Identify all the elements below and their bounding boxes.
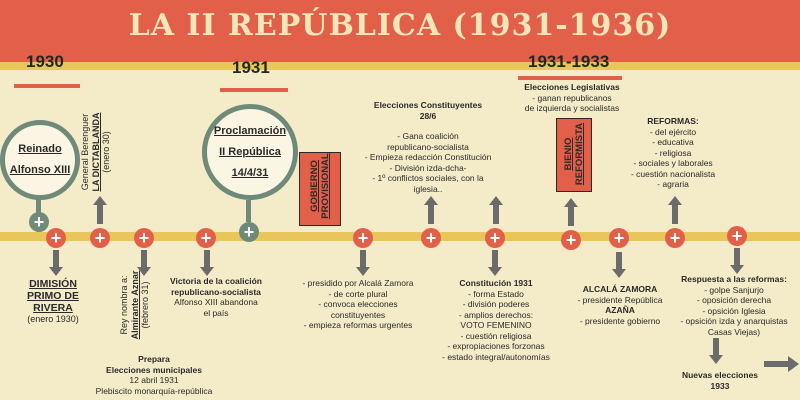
reformas-item: - del ejército [649, 126, 697, 137]
gobierno-label [309, 148, 331, 224]
respuesta-item: - oposición derecha [696, 295, 772, 305]
legislativas-item: - ganan republicanos [532, 92, 612, 103]
alcala-line4: - presidente gobierno [579, 315, 661, 326]
aznar-line2: Almirante Aznar [129, 270, 140, 340]
dimision-line2: PRIMO DE [27, 290, 79, 302]
nuevas-line2: 1933 [710, 380, 730, 391]
page-title: LA II REPÚBLICA (1931-1936) [128, 8, 672, 43]
presidido-line: - convoca elecciones [318, 299, 398, 309]
proclamacion-circle [202, 104, 298, 200]
nuevas-line1: Nuevas elecciones [681, 370, 759, 380]
reformas-title: REFORMAS: [647, 116, 699, 126]
aznar-label [119, 255, 157, 355]
legislativas-block [510, 82, 634, 114]
respuesta-item: Casas Viejas) [707, 326, 761, 337]
constituyentes-title: Elecciones Constituyentes [373, 100, 483, 110]
respuesta-item: - opsición izda y anarquistas [680, 316, 788, 326]
constituyentes-item: - Empieza redacción Constitución [364, 152, 492, 162]
plus-red-icon[interactable]: + [665, 228, 685, 248]
constituyentes-item: iglesia.. [413, 183, 443, 194]
year-1930: 1930 [26, 52, 64, 71]
constitucion-block [430, 278, 562, 362]
bienio-label [563, 116, 585, 192]
year-1931-1933: 1931-1933 [528, 52, 610, 71]
respuesta-item: - opsición Iglesia [702, 305, 766, 316]
reinado-line2: Alfonso XIII [9, 164, 71, 176]
legislativas-item: de izquierda y socialistas [524, 103, 620, 113]
gobierno-line1: GOBIERNO [309, 160, 320, 212]
constituyentes-item: republicano-socialista [387, 141, 469, 152]
victoria-line2: republicano-socialista [171, 286, 261, 297]
reformas-item: - educativa [652, 137, 694, 147]
plus-red-icon[interactable]: + [353, 228, 373, 248]
constitucion-item: - estado integral/autonomías [442, 351, 550, 362]
constitucion-item: - cuestión religiosa [460, 330, 532, 341]
berenguer-line2: LA DICTABLANDA [90, 112, 101, 192]
plus-green-icon[interactable]: + [239, 222, 259, 242]
constituyentes-block [358, 100, 498, 194]
proclamacion-line1: Proclamación [213, 124, 287, 137]
bienio-reformista-box [556, 118, 592, 192]
constitucion-item: VOTO FEMENINO [460, 320, 532, 330]
aznar-line1: Rey nombra a: [119, 275, 129, 335]
constituyentes-date: 28/6 [419, 110, 437, 121]
constitucion-item: - forma Estado [468, 288, 524, 299]
proclamacion-line3: 14/4/31 [231, 166, 269, 179]
arrow-down-icon [730, 248, 744, 274]
berenguer-line1: General Berenguer [80, 113, 90, 191]
reformas-item: - cuestión nacionalista [630, 168, 716, 179]
reformas-block [618, 116, 728, 190]
proclamacion-line2: II República [219, 145, 281, 158]
alcala-block [570, 284, 670, 326]
victoria-line1: Victoria de la coalición [170, 276, 262, 286]
reinado-stem [36, 199, 41, 213]
nuevas-elecciones-block [672, 370, 768, 391]
plus-red-icon[interactable]: + [485, 228, 505, 248]
arrow-right-icon [764, 356, 800, 372]
alcala-line1: ALCALÁ ZAMORA [582, 284, 658, 294]
alcala-line3: AZAÑA [605, 305, 635, 315]
respuesta-block [668, 274, 800, 337]
reformas-item: - sociales y laborales [633, 158, 713, 168]
arrow-down-icon [709, 338, 723, 364]
plus-red-icon[interactable]: + [609, 228, 629, 248]
constitucion-item: - división poderes [462, 299, 530, 309]
presidido-line: constituyentes [330, 309, 386, 320]
victoria-block [160, 276, 272, 318]
year-1931-underline [220, 88, 288, 92]
presidido-line: - presidido por Alcalá Zamora [302, 278, 414, 288]
presidido-line: - de corte plural [328, 288, 388, 299]
arrow-up-icon [668, 196, 682, 224]
presidido-line: - empieza reformas urgentes [303, 320, 413, 330]
aznar-line3: (febrero 31) [140, 281, 150, 329]
arrow-down-icon [49, 250, 63, 276]
arrow-up-icon [489, 196, 503, 224]
respuesta-item: - golpe Sanjurjo [704, 284, 764, 295]
berenguer-line3: (enero 30) [101, 131, 111, 173]
dimision-line3: RIVERA [33, 302, 73, 314]
plus-green-icon[interactable]: + [29, 212, 49, 232]
victoria-line4: el país [203, 307, 229, 318]
arrow-down-icon [488, 250, 502, 276]
constitucion-title: Constitución 1931 [459, 278, 533, 288]
alcala-line2: - presidente República [577, 294, 663, 305]
prepara-line4: Plebiscito monarquía-república [95, 385, 213, 396]
plus-red-icon[interactable]: + [196, 228, 216, 248]
prepara-line3: 12 abril 1931 [129, 375, 179, 385]
arrow-down-icon [200, 250, 214, 276]
gobierno-line2: PROVISIONAL [320, 153, 331, 219]
prepara-line1: Prepara [138, 354, 170, 364]
berenguer-label [80, 97, 120, 207]
arrow-down-icon [356, 250, 370, 276]
plus-red-icon[interactable]: + [46, 228, 66, 248]
reformas-item: - agraria [657, 179, 689, 189]
bienio-line2: REFORMISTA [574, 122, 585, 186]
dimision-block [10, 278, 96, 325]
proclamacion-stem [246, 200, 251, 222]
plus-red-icon[interactable]: + [134, 228, 154, 248]
dimision-line4: (enero 1930) [27, 314, 79, 324]
constituyentes-item: - División izda-dcha- [389, 162, 467, 173]
plus-red-icon[interactable]: + [561, 230, 581, 250]
header-band [0, 62, 800, 70]
arrow-up-icon [424, 196, 438, 224]
respuesta-title: Respuesta a las reformas: [681, 274, 787, 284]
prepara-block [84, 354, 224, 396]
constituyentes-item: - 1º conflictos sociales, con la [372, 173, 484, 183]
reinado-line1: Reinado [18, 143, 62, 155]
arrow-up-icon [564, 198, 578, 226]
gobierno-provisional-box [299, 152, 341, 226]
constitucion-item: - expropiaciones forzonas [447, 341, 545, 351]
constitucion-item: - amplios derechos: [458, 309, 534, 320]
legislativas-title: Elecciones Legislativas [524, 82, 620, 92]
victoria-line3: Alfonso XIII abandona [174, 297, 258, 307]
year-1930-underline [14, 84, 80, 88]
plus-red-icon[interactable]: + [90, 228, 110, 248]
year-1931-1933-underline [518, 76, 622, 80]
presidido-block [290, 278, 426, 331]
prepara-line2: Elecciones municipales [106, 364, 202, 375]
dimision-line1: DIMISIÓN [29, 278, 77, 290]
plus-red-icon[interactable]: + [421, 228, 441, 248]
bienio-line1: BIENIO [563, 137, 574, 171]
arrow-down-icon [612, 252, 626, 278]
constituyentes-item: - Gana coalición [397, 131, 459, 141]
reformas-item: - religiosa [654, 147, 692, 158]
reinado-circle [0, 120, 80, 200]
plus-red-icon[interactable]: + [727, 226, 747, 246]
year-1931: 1931 [232, 58, 270, 77]
